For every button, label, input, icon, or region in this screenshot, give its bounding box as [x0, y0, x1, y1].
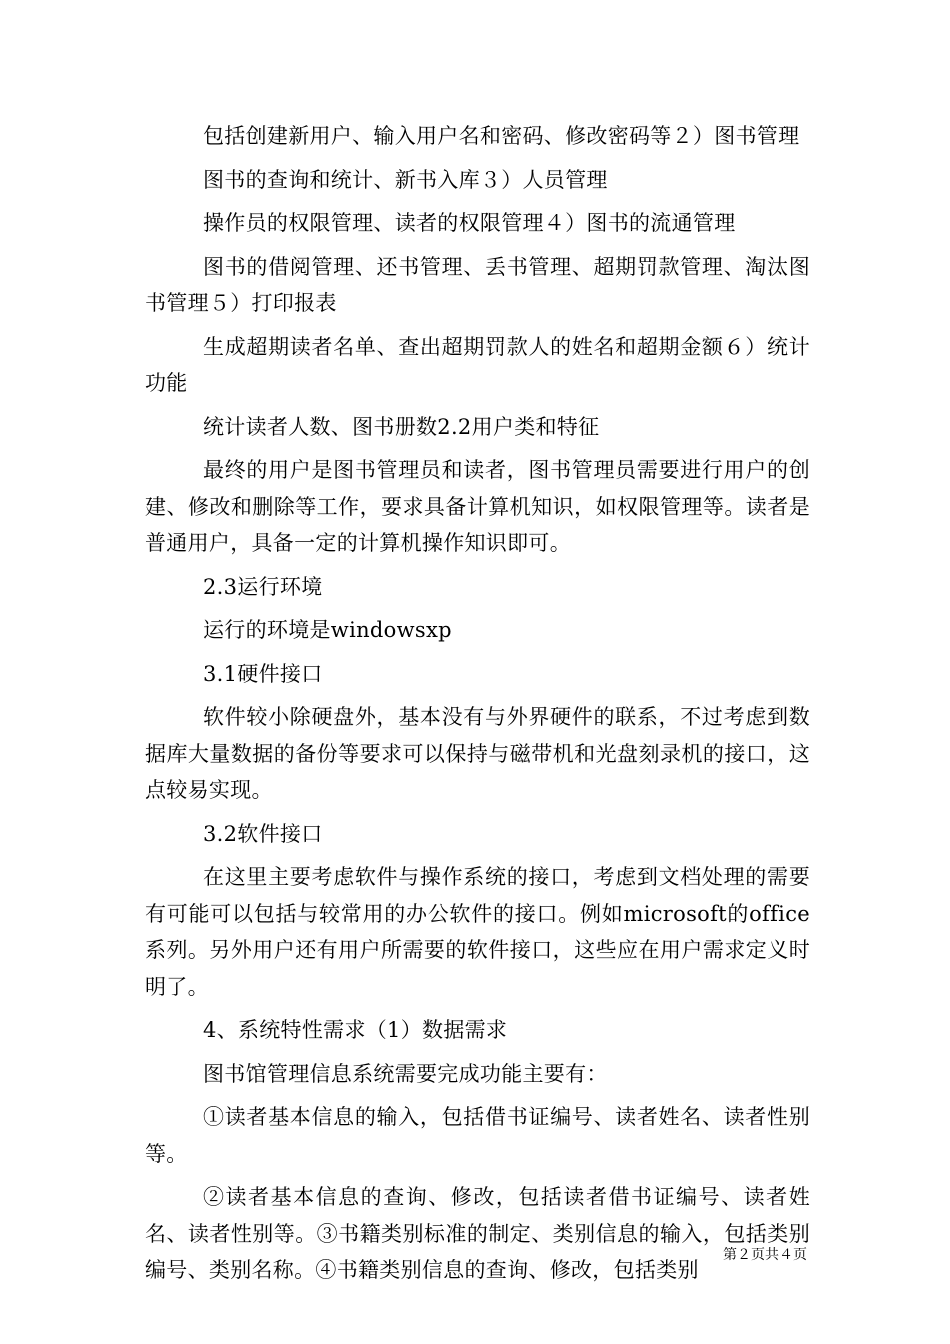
- paragraph-13: 在这里主要考虑软件与操作系统的接口，考虑到文档处理的需要有可能可以包括与较常用的办公软件的接口。例如microsoft的office系列。另外用户还有用户所需要的软件接口，这些应在用户需求定义时明了。: [145, 865, 810, 999]
- paragraph-1: 包括创建新用户、输入用户名和密码、修改密码等２）图书管理: [203, 124, 800, 148]
- page-number: 第２页共４页: [723, 1247, 807, 1263]
- paragraph-12: 3.2软件接口: [203, 821, 323, 846]
- paragraph-3: 操作员的权限管理、读者的权限管理４）图书的流通管理: [203, 211, 736, 235]
- paragraph-8: 2.3运行环境: [203, 574, 323, 599]
- paragraph-15: 图书馆管理信息系统需要完成功能主要有：: [203, 1061, 608, 1086]
- paragraph-16: ①读者基本信息的输入，包括借书证编号、读者姓名、读者性别等。: [145, 1105, 810, 1166]
- paragraph-6: 统计读者人数、图书册数2.2用户类和特征: [203, 414, 600, 439]
- paragraph-14: 4、系统特性需求（1）数据需求: [203, 1018, 508, 1042]
- paragraph-5: 生成超期读者名单、查出超期罚款人的姓名和超期金额６）统计功能: [145, 334, 810, 395]
- paragraph-10: 3.1硬件接口: [203, 661, 323, 686]
- paragraph-9: 运行的环境是windowsxp: [203, 618, 452, 642]
- document-body: [145, 118, 810, 1296]
- paragraph-2: 图书的查询和统计、新书入库３）人员管理: [203, 167, 608, 192]
- paragraph-7: 最终的用户是图书管理员和读者，图书管理员需要进行用户的创建、修改和删除等工作，要求具备计算机知识，如权限管理等。读者是普通用户，具备一定的计算机操作知识即可。: [145, 458, 810, 555]
- paragraph-17: ②读者基本信息的查询、修改，包括读者借书证编号、读者姓名、读者性别等。③书籍类别标准的制定、类别信息的输入，包括类别编号、类别名称。④书籍类别信息的查询、修改，包括类别: [145, 1185, 810, 1282]
- paragraph-4: 图书的借阅管理、还书管理、丢书管理、超期罚款管理、淘汰图书管理５）打印报表: [145, 254, 810, 315]
- paragraph-11: 软件较小除硬盘外，基本没有与外界硬件的联系，不过考虑到数据库大量数据的备份等要求可以保持与磁带机和光盘刻录机的接口，这点较易实现。: [145, 705, 810, 802]
